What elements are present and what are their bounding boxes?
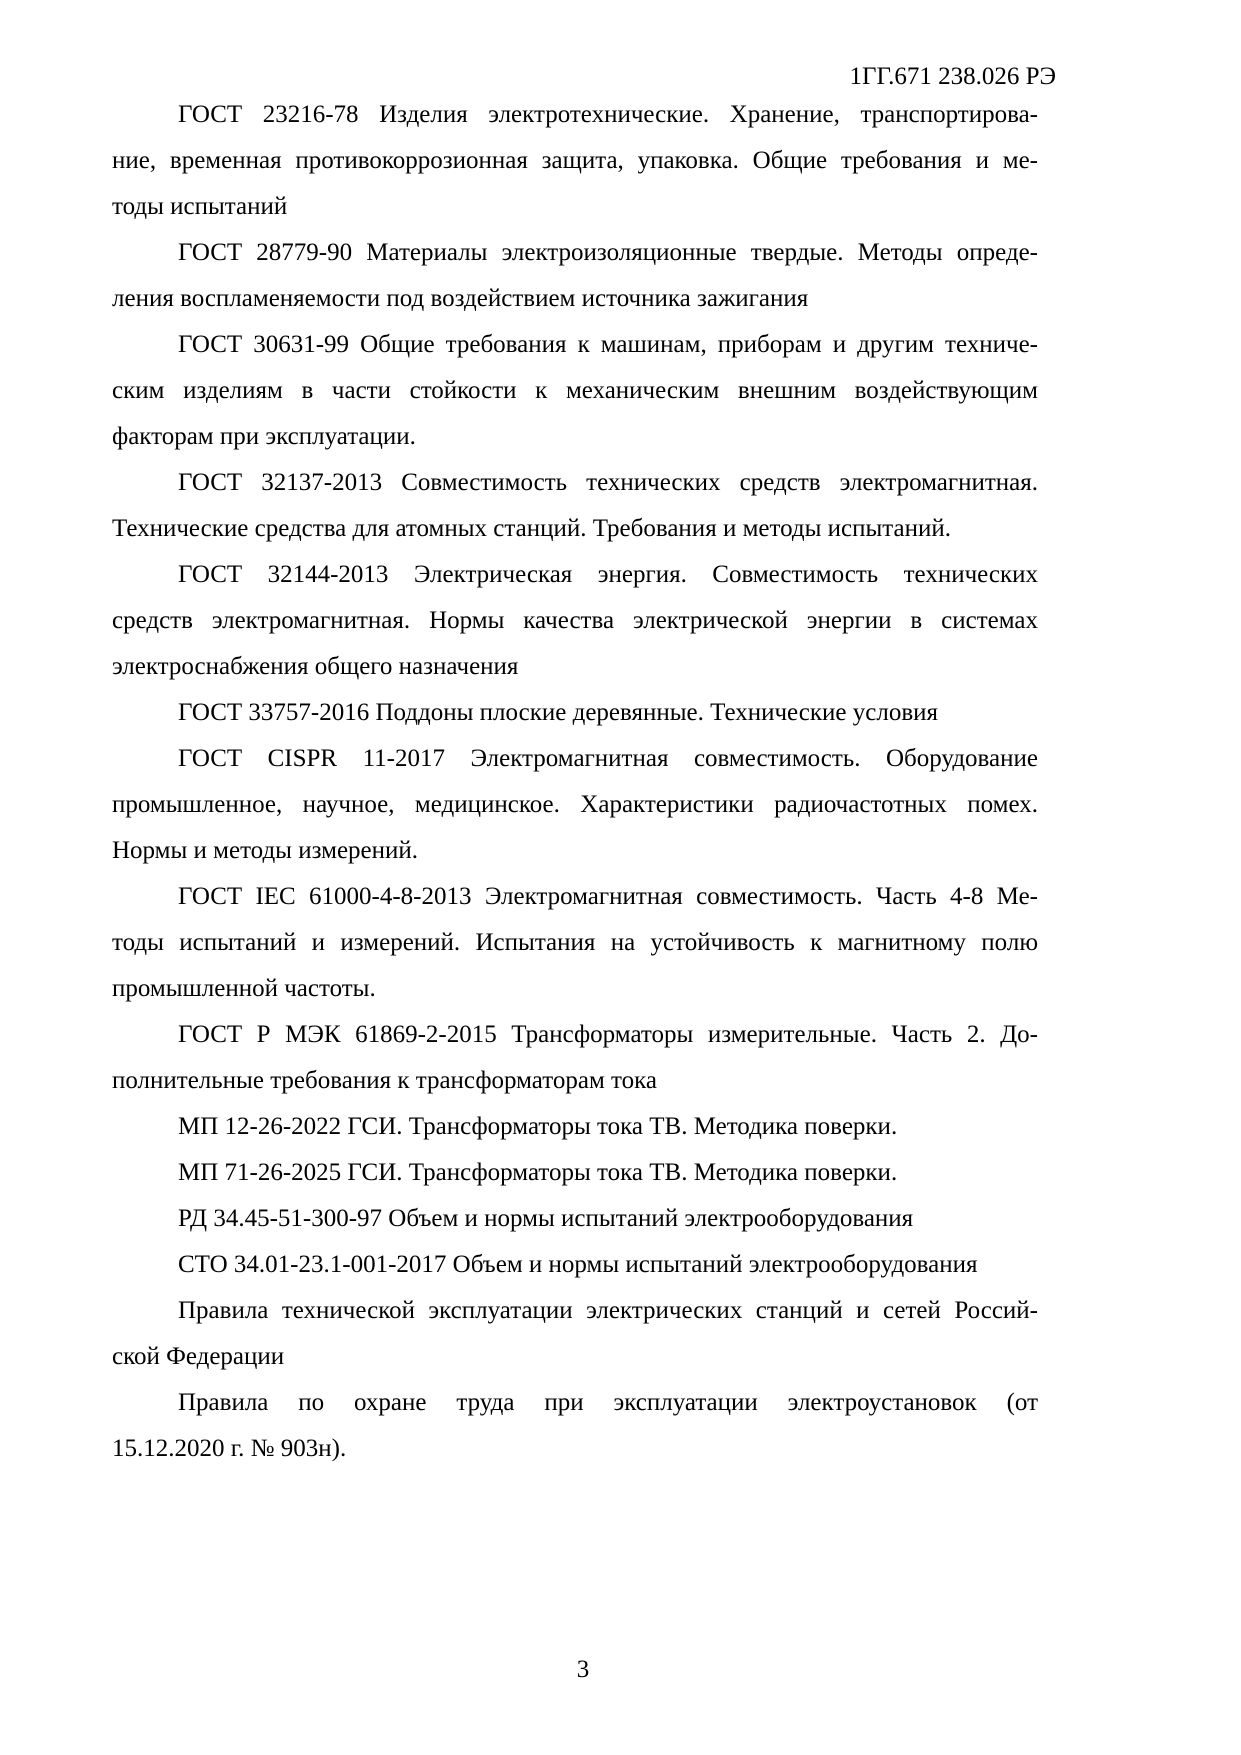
document-code: 1ГГ.671 238.026 РЭ <box>849 63 1056 90</box>
reference-paragraph <box>112 460 1038 552</box>
reference-paragraph <box>112 1380 1038 1472</box>
paragraph-line: ГОСТ Р МЭК 61869-2-2015 Трансформаторы измерительные. Часть 2. До- <box>178 1021 1038 1048</box>
reference-paragraph <box>112 1288 1038 1380</box>
paragraph-line: МП 12-26-2022 ГСИ. Трансформаторы тока ТВ. Методика поверки. <box>178 1113 898 1140</box>
paragraph-line: ГОСТ IEC 61000-4-8-2013 Электромагнитная совместимость. Часть 4-8 Ме- <box>178 883 1038 910</box>
reference-paragraph <box>112 1012 1038 1104</box>
reference-paragraph <box>112 322 1038 460</box>
paragraph-line: промышленной частоты. <box>112 975 376 1002</box>
paragraph-line: средств электромагнитная. Нормы качества электрической энергии в системах <box>112 607 1038 634</box>
paragraph-line: РД 34.45-51-300-97 Объем и нормы испытаний электрооборудования <box>178 1205 914 1232</box>
page-number: 3 <box>576 1656 590 1683</box>
reference-paragraph <box>112 552 1038 690</box>
paragraph-line: полнительные требования к трансформаторам тока <box>112 1067 657 1094</box>
paragraph-line: ГОСТ CISPR 11-2017 Электромагнитная совместимость. Оборудование <box>178 745 1038 772</box>
paragraph-line: 15.12.2020 г. № 903н). <box>112 1435 347 1462</box>
paragraph-line: промышленное, научное, медицинское. Характеристики радиочастотных помех. <box>112 791 1038 818</box>
paragraph-line: электроснабжения общего назначения <box>112 653 519 680</box>
paragraph-line: Нормы и методы измерений. <box>112 837 419 864</box>
paragraph-line: СТО 34.01-23.1-001-2017 Объем и нормы испытаний электрооборудования <box>178 1251 978 1278</box>
reference-paragraph <box>112 92 1038 230</box>
paragraph-line: ления воспламеняемости под воздействием источника зажигания <box>112 285 809 312</box>
paragraph-line: тоды испытаний и измерений. Испытания на устойчивость к магнитному полю <box>112 929 1038 956</box>
paragraph-line: ГОСТ 33757-2016 Поддоны плоские деревянные. Технические условия <box>178 699 938 726</box>
paragraph-line: МП 71-26-2025 ГСИ. Трансформаторы тока ТВ. Методика поверки. <box>178 1159 898 1186</box>
paragraph-line: Технические средства для атомных станций. Требования и методы испытаний. <box>112 515 951 542</box>
reference-paragraph <box>112 1196 1038 1242</box>
paragraph-line: ГОСТ 28779-90 Материалы электроизоляционные твердые. Методы опреде- <box>178 239 1038 266</box>
paragraph-line: Правила по охране труда при эксплуатации электроустановок (от <box>178 1389 1038 1416</box>
paragraph-line: ГОСТ 32144-2013 Электрическая энергия. Совместимость технических <box>178 561 1038 588</box>
reference-paragraph <box>112 736 1038 874</box>
paragraph-line: Правила технической эксплуатации электрических станций и сетей Россий- <box>178 1297 1038 1324</box>
paragraph-line: ГОСТ 32137-2013 Совместимость технических средств электромагнитная. <box>178 469 1038 496</box>
paragraph-line: ГОСТ 30631-99 Общие требования к машинам, приборам и другим техниче- <box>178 331 1038 358</box>
reference-paragraph <box>112 1242 1038 1288</box>
reference-paragraph <box>112 690 1038 736</box>
paragraph-line: ской Федерации <box>112 1343 285 1370</box>
paragraph-line: ние, временная противокоррозионная защита, упаковка. Общие требования и ме- <box>112 147 1038 174</box>
paragraph-line: факторам при эксплуатации. <box>112 423 416 450</box>
reference-paragraph <box>112 1150 1038 1196</box>
paragraph-line: ским изделиям в части стойкости к механическим внешним воздействующим <box>112 377 1038 404</box>
reference-list <box>112 92 1038 1472</box>
reference-paragraph <box>112 874 1038 1012</box>
reference-paragraph <box>112 230 1038 322</box>
reference-paragraph <box>112 1104 1038 1150</box>
paragraph-line: тоды испытаний <box>112 193 288 220</box>
paragraph-line: ГОСТ 23216-78 Изделия электротехнические. Хранение, транспортирова- <box>178 101 1038 128</box>
